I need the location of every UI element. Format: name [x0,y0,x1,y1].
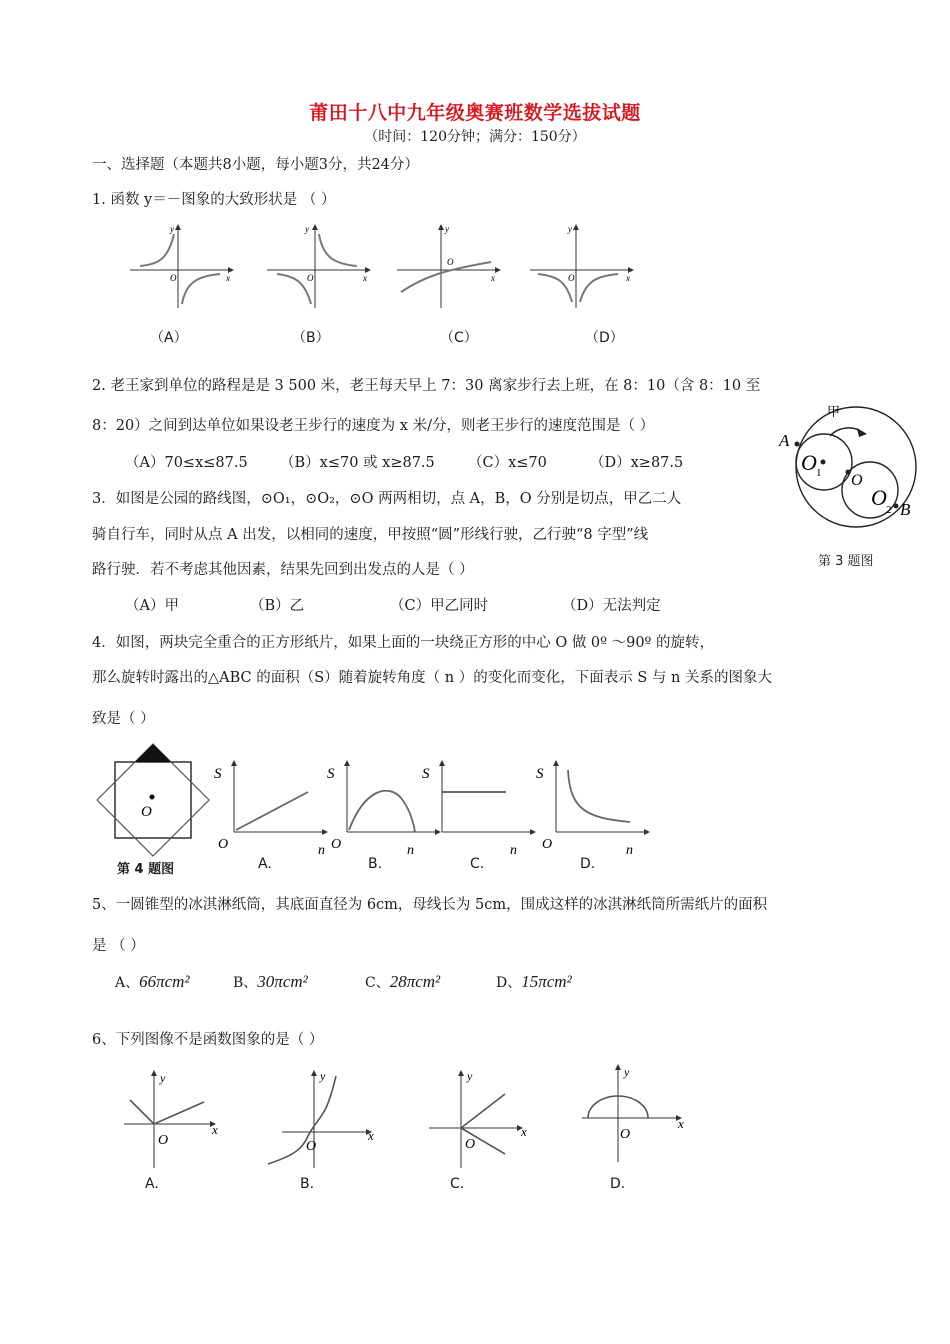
q5-option-a [115,972,190,992]
q1-graph-c [395,222,507,312]
q3-label-o2-sub: 2 [886,504,892,516]
q2-line-1: 2. 老王家到单位的路程是是 3 500 米，老王每天早上 7：30 离家步行去上班，在 8：10（含 8：10 至 [92,378,761,394]
q2-option-a: （A）70≤x≤87.5 [125,455,248,471]
q1-graph-d-origin: O [568,273,575,283]
section-heading: 一、选择题（本题共8小题，每小题3分，共24分） [92,157,419,173]
q4-graph-b-origin: O [331,837,342,852]
q6-graph-a-x: x [212,1122,218,1137]
q3-label-o1: O [801,450,817,475]
q4-graph-b-s: S [327,766,335,782]
q1-graph-b-x: x [363,273,367,283]
q6-stem: 6、下列图像不是函数图象的是（ ） [92,1032,324,1048]
q4-graph-c-s: S [422,766,430,782]
q5-option-d-letter: D、 [496,975,522,991]
q3-option-b: （B）乙 [250,598,305,614]
q4-graph-a-origin: O [218,837,229,852]
q4-graph-c-n: n [510,843,517,858]
q6-graph-a [120,1068,230,1173]
q4-graph-b-n: n [407,843,414,858]
q5-option-b-letter: B、 [233,975,258,991]
q1-graph-a [128,222,240,312]
q5-line-2: 是 （ ） [92,938,145,954]
q6-graph-a-y: y [160,1071,166,1085]
q5-option-d [496,972,572,992]
q4-line-1: 4．如图，两块完全重合的正方形纸片，如果上面的一块绕正方形的中心 O 做 0º ～90º 的旋转， [92,635,714,651]
q4-option-b: B. [368,856,383,872]
q1-graph-a-x: x [226,273,230,283]
q4-graph-a-s: S [214,766,222,782]
q4-graph-d-origin: O [542,837,553,852]
q5-option-c-value: 28πcm² [389,972,441,991]
q3-label-b: B [900,500,911,519]
q1-graph-d-x: x [626,273,630,283]
q3-label-o2: O [871,485,887,510]
q6-graph-c-x: x [521,1124,527,1139]
q4-option-d: D. [580,856,596,872]
q1-option-a: （A） [150,330,188,346]
q5-option-a-value: 66πcm² [139,972,190,991]
q3-line-2: 骑自行车，同时从点 A 出发，以相同的速度，甲按照“圆”形线行驶，乙行驶“8 字型”线 [92,527,649,543]
q1-graph-c-x: x [491,273,495,283]
q3-figure-caption: 第 3 题图 [818,554,874,569]
q6-graph-b [262,1068,382,1173]
q4-line-3: 致是（ ） [92,711,155,727]
q6-graph-c [425,1068,540,1173]
q4-figure-center: O [141,804,152,820]
q5-line-1: 5、一圆锥型的冰淇淋纸筒，其底面直径为 6cm，母线长为 5cm，围成这样的冰淇淋纸筒所需纸片的面积 [92,897,768,913]
q3-label-a: A [779,431,790,450]
q6-option-b: B. [300,1176,315,1192]
q6-option-c: C. [450,1176,465,1192]
q6-graph-c-y: y [467,1069,473,1083]
q4-option-a: A. [258,856,272,872]
q3-option-a: （A）甲 [125,598,179,614]
q1-graph-b-origin: O [307,273,314,283]
q1-option-c: （C） [440,330,478,346]
q2-option-b: （B）x≤70 或 x≥87.5 [280,455,435,471]
q5-option-c-letter: C、 [365,975,390,991]
exam-info: （时间：120分钟；满分：150分） [364,129,586,145]
q1-graph-d [528,222,640,312]
q4-graph-d [534,758,654,858]
q1-option-b: （B） [292,330,330,346]
q4-graph-d-n: n [626,843,633,858]
q1-graph-d-y: y [568,224,572,234]
q6-graph-d-x: x [678,1116,684,1131]
q4-figure [95,742,210,852]
q1-graph-c-origin: O [447,257,454,267]
q5-option-d-value: 15πcm² [521,972,572,991]
q3-line-1: 3．如图是公园的路线图，⊙O₁，⊙O₂，⊙O 两两相切，点 A，B，O 分别是切点，甲乙二人 [92,491,682,507]
q4-graph-a [212,758,332,858]
q6-graph-a-origin: O [158,1133,169,1148]
q4-graph-a-n: n [318,843,325,858]
q3-line-3: 路行驶．若不考虑其他因素，结果先回到出发点的人是（ ） [92,562,474,578]
q1-graph-b [265,222,377,312]
q1-graph-a-origin: O [170,273,177,283]
q5-option-c [365,972,440,992]
q6-graph-b-x: x [368,1128,374,1143]
q6-graph-c-origin: O [465,1137,476,1152]
page-title: 莆田十八中九年级奥赛班数学选拔试题 [309,102,641,124]
q1-graph-c-y: y [445,224,449,234]
q5-option-b-value: 30πcm² [257,972,308,991]
q5-option-b [233,972,308,992]
q6-graph-b-origin: O [306,1139,317,1154]
q4-line-2: 那么旋转时露出的△ABC 的面积（S）随着旋转角度（ n ）的变化而变化，下面表示 S 与 n 关系的图象大 [92,670,772,686]
q2-option-c: （C）x≤70 [468,455,547,471]
q3-label-o: O [851,472,863,489]
q3-option-c: （C）甲乙同时 [390,598,489,614]
q3-label-o1-sub: 1 [816,467,822,479]
q4-option-c: C. [470,856,485,872]
q6-option-a: A. [145,1176,159,1192]
q6-graph-d-origin: O [620,1127,631,1142]
q4-graph-c [420,758,540,858]
q4-figure-caption: 第 4 题图 [117,862,175,877]
q6-option-d: D. [610,1176,626,1192]
q6-graph-b-y: y [320,1069,326,1083]
q3-option-d: （D）无法判定 [562,598,661,614]
q2-line-2: 8：20）之间到达单位如果设老王步行的速度为 x 米/分，则老王步行的速度范围是（ ） [92,418,655,434]
q4-graph-d-s: S [536,766,544,782]
q5-option-a-letter: A、 [115,975,140,991]
q1-graph-b-y: y [305,224,309,234]
q1-graph-a-y: y [170,224,174,234]
q1-stem: 1. 函数 y＝－图象的大致形状是 （ ） [92,192,336,208]
q1-option-d: （D） [585,330,624,346]
q2-option-d: （D）x≥87.5 [590,455,684,471]
q3-figure [775,400,925,540]
q6-graph-d-y: y [624,1065,630,1079]
q3-label-jia: 甲 [827,404,841,419]
q6-graph-d [578,1062,698,1167]
